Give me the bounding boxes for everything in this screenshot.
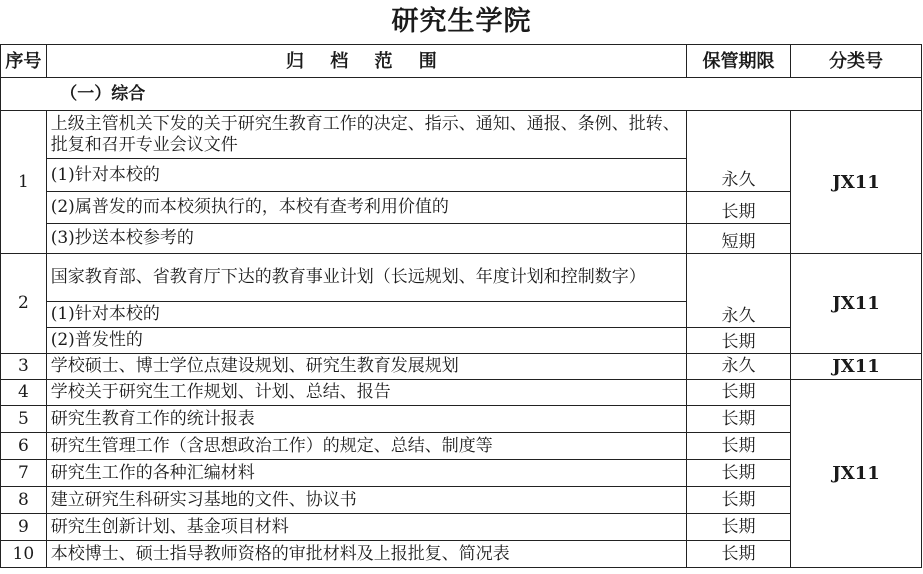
table-row	[1, 514, 922, 541]
scope-cell: 学校硕士、博士学位点建设规划、研究生教育发展规划	[46, 354, 686, 380]
table-row	[1, 254, 922, 302]
seq-cell: 6	[1, 433, 47, 460]
scope-cell: (2)普发性的	[46, 328, 686, 354]
scope-cell: (3)抄送本校参考的	[46, 224, 686, 254]
period-cell: 短期	[687, 224, 791, 254]
scope-cell: 研究生教育工作的统计报表	[46, 406, 686, 433]
scope-cell: 本校博士、硕士指导教师资格的审批材料及上报批复、简况表	[46, 541, 686, 568]
seq-cell: 1	[1, 111, 47, 254]
archive-table	[0, 44, 922, 568]
period-cell: 长期	[687, 380, 791, 406]
header-period: 保管期限	[687, 45, 791, 78]
table-row	[1, 111, 922, 159]
table-row	[1, 487, 922, 514]
period-cell: 长期	[687, 406, 791, 433]
header-code: 分类号	[791, 45, 922, 78]
code-cell: JX11	[791, 111, 922, 254]
scope-cell: 研究生管理工作（含思想政治工作）的规定、总结、制度等	[46, 433, 686, 460]
period-cell: 长期	[687, 433, 791, 460]
scope-cell: (1)针对本校的	[46, 302, 686, 328]
period-cell: 长期	[687, 514, 791, 541]
table-row	[1, 328, 922, 354]
period-cell: 永久	[687, 302, 791, 328]
period-cell: 长期	[687, 460, 791, 487]
table-row	[1, 354, 922, 380]
code-cell: JX11	[791, 354, 922, 380]
scope-cell: (2)属普发的而本校须执行的，本校有查考利用价值的	[46, 192, 686, 224]
table-row	[1, 380, 922, 406]
header-seq: 序号	[1, 45, 47, 78]
seq-cell: 8	[1, 487, 47, 514]
table-row	[1, 224, 922, 254]
period-cell: 长期	[687, 328, 791, 354]
seq-cell: 9	[1, 514, 47, 541]
scope-cell: 研究生工作的各种汇编材料	[46, 460, 686, 487]
table-row	[1, 433, 922, 460]
table-row	[1, 406, 922, 433]
table-row	[1, 192, 922, 224]
header-scope: 归 档 范 围	[46, 45, 686, 78]
table-row	[1, 159, 922, 192]
seq-cell: 7	[1, 460, 47, 487]
code-cell: JX11	[791, 254, 922, 354]
seq-cell: 2	[1, 254, 47, 354]
period-cell: 长期	[687, 541, 791, 568]
section-row	[1, 78, 922, 111]
page-title: 研究生学院	[391, 6, 532, 37]
seq-cell: 5	[1, 406, 47, 433]
seq-cell: 3	[1, 354, 47, 380]
scope-cell: 学校关于研究生工作规划、计划、总结、报告	[46, 380, 686, 406]
scope-cell: (1)针对本校的	[46, 159, 686, 192]
scope-cell: 国家教育部、省教育厅下达的教育事业计划（长远规划、年度计划和控制数字）	[46, 254, 686, 302]
scope-cell: 上级主管机关下发的关于研究生教育工作的决定、指示、通知、通报、条例、批转、批复和召开专业会议文件	[46, 111, 686, 159]
seq-cell: 10	[1, 541, 47, 568]
period-cell: 长期	[687, 192, 791, 224]
table-row	[1, 541, 922, 568]
scope-cell: 建立研究生科研实习基地的文件、协议书	[46, 487, 686, 514]
period-cell: 长期	[687, 487, 791, 514]
period-cell: 永久	[687, 159, 791, 192]
code-cell: JX11	[791, 380, 922, 568]
section-title: （一）综合	[46, 78, 921, 111]
period-cell: 永久	[687, 354, 791, 380]
table-header-row	[1, 45, 922, 78]
table-row	[1, 302, 922, 328]
seq-cell: 4	[1, 380, 47, 406]
table-row	[1, 460, 922, 487]
scope-cell: 研究生创新计划、基金项目材料	[46, 514, 686, 541]
